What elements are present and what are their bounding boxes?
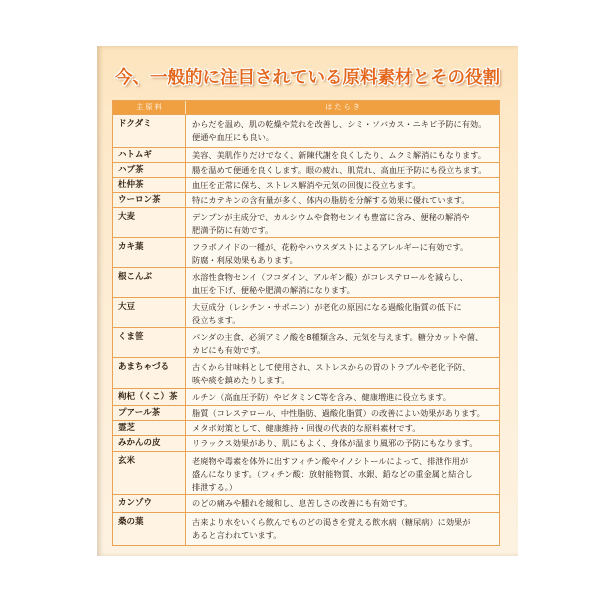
effect-description: からだを温め、肌の乾燥や荒れを改善し、シミ・ソバカス・ニキビ予防に有効。 便通や血圧にも良い。 xyxy=(192,119,487,142)
material-name: 大豆 xyxy=(113,298,186,327)
effect-description: 水溶性食物センイ（フコダイン、アルギン酸）がコレステロールを減らし、 血圧を下げ、便秘や肥満の解消になります。 xyxy=(192,272,468,295)
material-name: くま笹 xyxy=(113,328,186,357)
material-name: ハブ茶 xyxy=(113,163,186,177)
effect-description: 大豆成分（レシチン・サポニン）が老化の原因になる過酸化脂質の低下に 役立ちます。 xyxy=(192,302,462,325)
material-name: ウーロン茶 xyxy=(113,193,186,207)
material-name: 桑の葉 xyxy=(113,513,186,545)
effect-description: 老廃物や毒素を体外に出すフィチン酸やイノシトールによって、排泄作用が 盛んになります。（フィチン酸：放射能物質、水銀、鉛などの重金属と結合し 排泄する。） xyxy=(192,456,473,492)
material-name: あまちゃづる xyxy=(113,358,186,388)
material-name: 大麦 xyxy=(113,208,186,237)
table-row xyxy=(113,114,499,147)
table-row xyxy=(113,207,499,237)
material-name: 霊芝 xyxy=(113,421,186,435)
effect-description: フラボノイドの一種が、花粉やハウスダストによるアレルギーに有効です。 防腐・利尿効果もあります。 xyxy=(192,242,469,265)
table-row xyxy=(113,267,499,297)
effect-description: 古くから甘味料として使用され、ストレスからの胃のトラブルや老化予防、 咳や痰を鎮めたりします。 xyxy=(192,362,471,385)
effect-description: メタボ対策として、健康維持・回復の代表的な原料素材です。 xyxy=(192,422,421,433)
table-row xyxy=(113,435,499,451)
table-row xyxy=(113,147,499,162)
effect-description: パンダの主食、必須アミノ酸を8種類含み、元気を与えます。糖分カットや菌、 カビにも有効です。 xyxy=(192,332,484,355)
material-name: ドクダミ xyxy=(113,115,186,147)
table-row xyxy=(113,357,499,388)
material-name: みかんの皮 xyxy=(113,436,186,451)
table-row xyxy=(113,297,499,327)
effect-description: ルチン（高血圧予防）やビタミンC等を含み、健康増進に役立ちます。 xyxy=(192,391,451,402)
effect-description: 美容、美肌作りだけでなく、新陳代謝を良くしたり、ムクミ解消にもなります。 xyxy=(192,149,486,160)
table-row xyxy=(113,451,499,494)
materials-table xyxy=(112,100,500,546)
table-row xyxy=(113,388,499,405)
table-row xyxy=(113,512,499,545)
column-header-material: 主 原 料 xyxy=(113,101,186,114)
effect-description: デンプンが主成分で、カルシウムや食物センイも豊富に含み、便秘の解消や 肥満予防に有効です。 xyxy=(192,212,470,235)
page-title: 今、一般的に注目されている原料素材とその役割 xyxy=(115,68,500,88)
effect-description: 脂質（コレステロール、中性脂肪、過酸化脂質）の改善によい効果があります。 xyxy=(192,407,485,418)
material-name: 枸杞（くこ）茶 xyxy=(113,389,186,405)
column-header-effect: は た ら き xyxy=(325,103,360,111)
table-row xyxy=(113,177,499,192)
table-row xyxy=(113,237,499,267)
table-body xyxy=(113,114,499,545)
effect-description: 血圧を正常に保ち、ストレス解消や元気の回復に役立ちます。 xyxy=(192,179,421,190)
table-row xyxy=(113,162,499,177)
table-row xyxy=(113,327,499,357)
effect-description: 特にカテキンの含有量が多く、体内の脂肪を分解する効果に優れています。 xyxy=(192,194,470,205)
table-header-row xyxy=(113,101,499,114)
material-name: 杜仲茶 xyxy=(113,178,186,192)
table-row xyxy=(113,192,499,207)
material-name: プアール茶 xyxy=(113,406,186,420)
material-name: 玄米 xyxy=(113,452,186,494)
material-name: 根こんぶ xyxy=(113,268,186,297)
material-name: ハトムギ xyxy=(113,148,186,162)
effect-description: 腸を温めて便通を良くします。眼の疲れ、肌荒れ、高血圧予防にも役立ちます。 xyxy=(192,164,487,175)
material-name: カキ葉 xyxy=(113,238,186,267)
effect-description: リラックス効果があり、肌にもよく、身体が温まり風邪の予防にもなります。 xyxy=(192,438,478,448)
table-row xyxy=(113,405,499,420)
effect-description: 古来より水をいくら飲んでものどの渇きを覚える飲水病（糖尿病）に効果が あると言われています。 xyxy=(192,517,471,540)
material-name: カンゾウ xyxy=(113,495,186,512)
table-row xyxy=(113,420,499,435)
table-row xyxy=(113,494,499,512)
effect-description: のどの痛みや腫れを緩和し、息苦しさの改善にも有効です。 xyxy=(192,498,413,508)
